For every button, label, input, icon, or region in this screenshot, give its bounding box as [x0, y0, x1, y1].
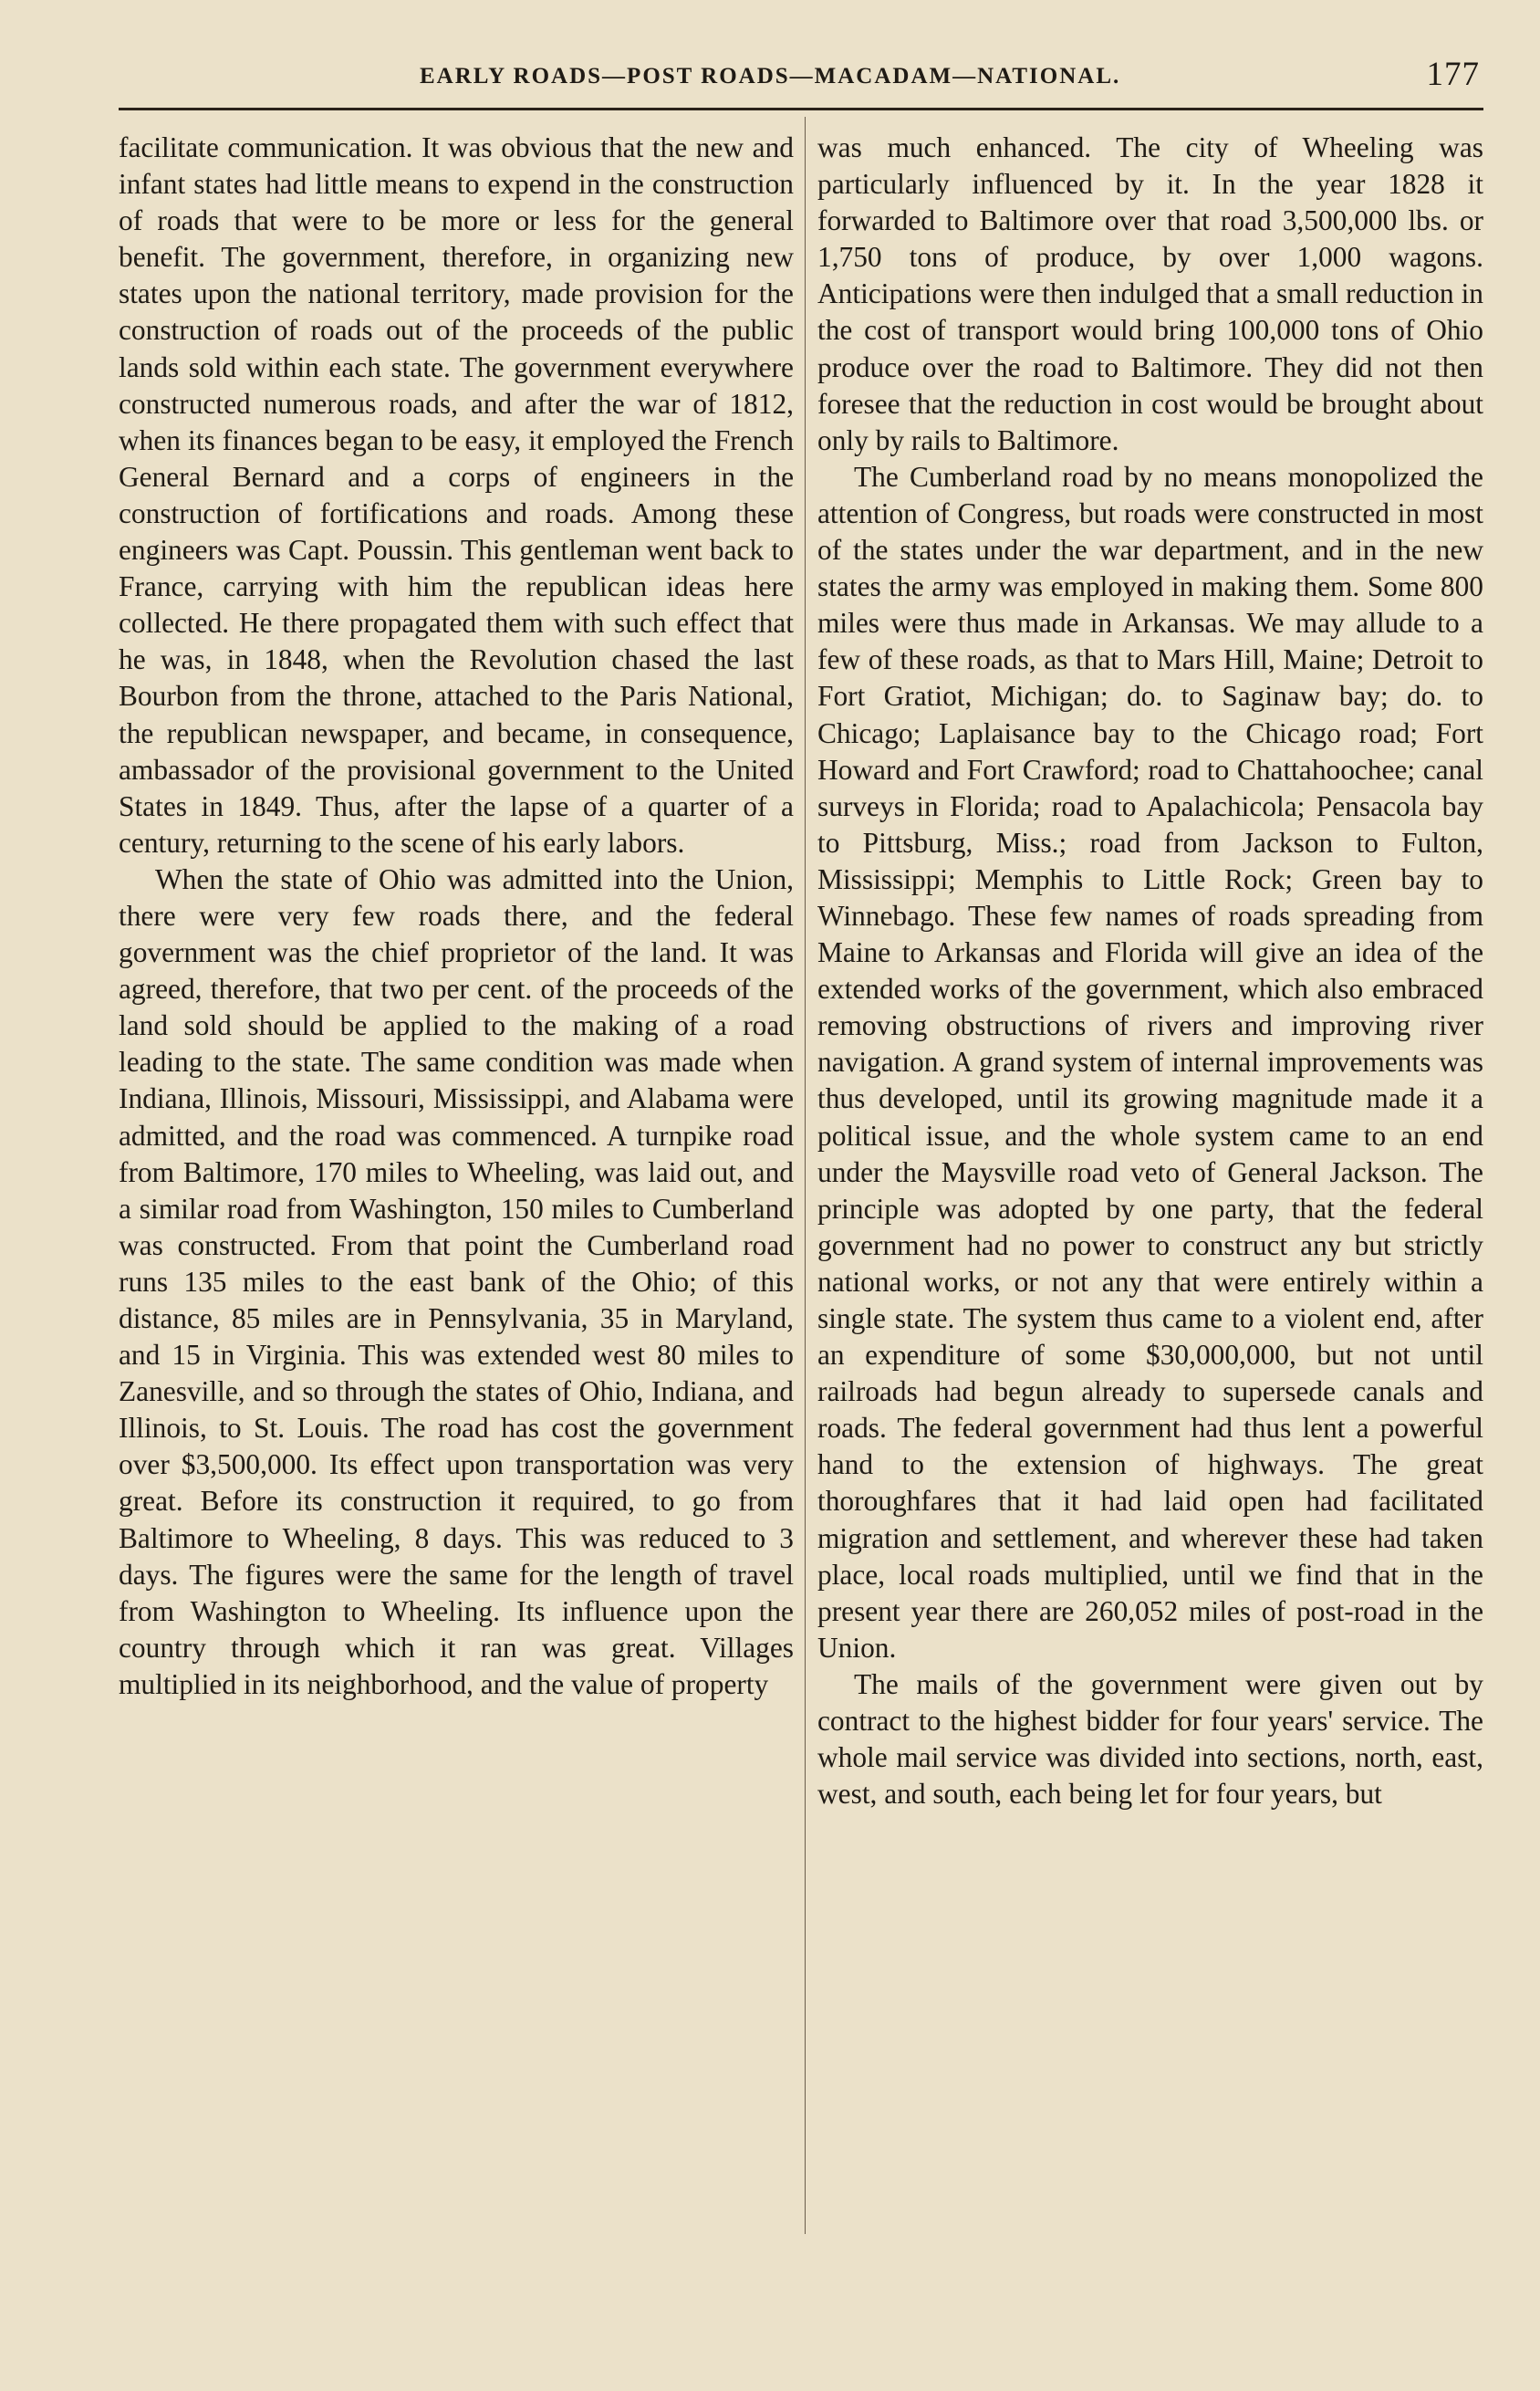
paragraph: facilitate communication. It was obvious that the new and infant states had little means to expend in the construction of roads that were to be more or less for the general benefit. The government, therefore, in organizing new states upon the national territory, made provision for the construction of roads out of the proceeds of the public lands sold within each state. The government everywhere constructed numerous roads, and after the war of 1812, when its finances began to be easy, it employed the French General Bernard and a corps of engineers in the construction of fortifications and roads. Among these engineers was Capt. Poussin. This gentleman went back to France, carrying with him the republican ideas here collected. He there propagated them with such effect that he was, in 1848, when the Revolution chased the last Bourbon from the throne, attached to the Paris National, the republican newspaper, and became, in consequence, ambassador of the provisional government to the United States in 1849. Thus, after the lapse of a quarter of a century, returning to the scene of his early labors.: [119, 131, 794, 859]
left-column: [119, 130, 794, 1703]
paragraph: When the state of Ohio was admitted into the Union, there were very few roads there, and the federal government was the chief proprietor of the land. It was agreed, therefore, that two per cent. of the proceeds of the land sold should be applied to the making of a road leading to the state. The same condition was made when Indiana, Illinois, Missouri, Mississippi, and Alabama were admitted, and the road was commenced. A turnpike road from Baltimore, 170 miles to Wheeling, was laid out, and a similar road from Washington, 150 miles to Cumberland was constructed. From that point the Cumberland road runs 135 miles to the east bank of the Ohio; of this distance, 85 miles are in Pennsylvania, 35 in Maryland, and 15 in Virginia. This was extended west 80 miles to Zanesville, and so through the states of Ohio, Indiana, and Illinois, to St. Louis. The road has cost the government over $3,500,000. Its effect upon transportation was very great. Before its construction it required, to go from Baltimore to Wheeling, 8 days. This was reduced to 3 days. The figures were the same for the length of travel from Washington to Wheeling. Its influence upon the country through which it ran was great. Villages multiplied in its neighborhood, and the value of property: [119, 862, 794, 1700]
paragraph: The mails of the government were given out by contract to the highest bidder for four years' service. The whole mail service was divided into sections, north, east, west, and south, each being let for four years, but: [817, 1667, 1483, 1811]
header-rule: [119, 108, 1483, 110]
paragraph: was much enhanced. The city of Wheeling was particularly influenced by it. In the year 1828 it forwarded to Baltimore over that road 3,500,000 lbs. or 1,750 tons of produce, by over 1,000 wagons. Anticipations were then indulged that a small reduction in the cost of transport would bring 100,000 tons of Ohio produce over the road to Baltimore. They did not then foresee that the reduction in cost would be brought about only by rails to Baltimore.: [817, 131, 1483, 456]
running-title: EARLY ROADS—POST ROADS—MACADAM—NATIONAL.: [420, 64, 1121, 89]
page-header: [119, 53, 1480, 108]
column-divider: [805, 117, 806, 2234]
paragraph: The Cumberland road by no means monopolized the attention of Congress, but roads were constructed in most of the states under the war department, and in the new states the army was employed in making them. Some 800 miles were thus made in Arkansas. We may allude to a few of these roads, as that to Mars Hill, Maine; Detroit to Fort Gratiot, Michigan; do. to Saginaw bay; do. to Chicago; Laplaisance bay to the Chicago road; Fort Howard and Fort Crawford; road to Chattahoochee; canal surveys in Florida; road to Apalachicola; Pensacola bay to Pittsburg, Miss.; road from Jackson to Fulton, Mississippi; Memphis to Little Rock; Green bay to Winnebago. These few names of roads spreading from Maine to Arkansas and Florida will give an idea of the extended works of the government, which also embraced removing obstructions of rivers and improving river navigation. A grand system of internal improvements was thus developed, until its growing magnitude made it a political issue, and the whole system came to an end under the Maysville road veto of General Jackson. The principle was adopted by one party, that the federal government had no power to construct any but strictly national works, or not any that were entirely within a single state. The system thus came to a violent end, after an expenditure of some $30,000,000, but not until railroads had begun already to supersede canals and roads. The federal government had thus lent a powerful hand to the extension of highways. The great thoroughfares that it had laid open had facilitated migration and settlement, and wherever these had taken place, local roads multiplied, until we find that in the present year there are 260,052 miles of post-road in the Union.: [817, 460, 1483, 1664]
right-column: [817, 130, 1483, 1812]
page-number: 177: [1426, 56, 1480, 93]
